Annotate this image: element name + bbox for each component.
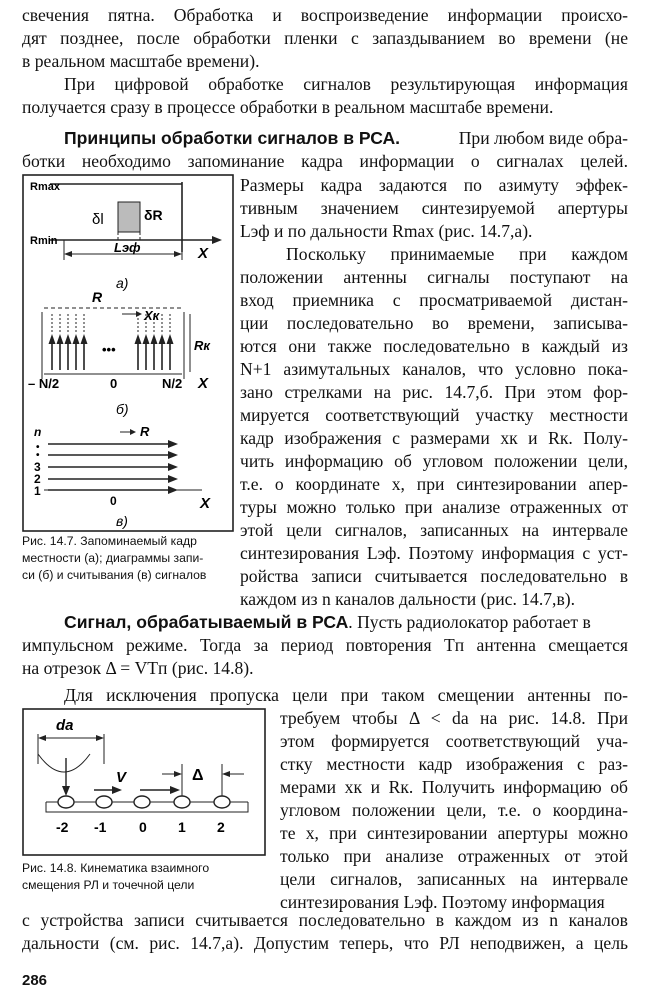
figure-14-8	[22, 708, 266, 858]
text-line: При цифровой обработке сигналов результирующая информация	[64, 74, 628, 94]
text-line: цели сигналов, записанных на интервале	[280, 869, 628, 889]
channel-arrow	[65, 314, 72, 370]
text-line: только при анализе отраженных от этой	[280, 846, 628, 866]
text-line: каждом из n каналов дальности (рис. 14.7,в).	[240, 589, 576, 609]
text-fragment: При любом виде обра-	[458, 128, 628, 148]
n2-label: N/2	[162, 376, 183, 391]
position-label: 2	[217, 819, 225, 835]
text-line: туры можно только при анализе отраженных от	[240, 497, 628, 517]
antenna-position	[58, 796, 74, 808]
section-heading-line	[64, 611, 591, 633]
text-line: этой цели сигналов, записанных на интервале	[240, 520, 628, 540]
channel-arrow	[73, 314, 80, 370]
leff-label: Lэф	[114, 240, 141, 255]
channel-arrow	[159, 314, 166, 370]
text-line: в реальном масштабе времени).	[22, 51, 260, 71]
vdots: •	[36, 442, 40, 453]
figure-14-7b	[28, 289, 211, 417]
antenna-position	[96, 796, 112, 808]
figure-caption: си (б) и считывания (в) сигналов	[22, 568, 207, 582]
figure-caption: местности (а); диаграммы запи-	[22, 551, 204, 565]
antenna-position	[214, 796, 230, 808]
antenna-position	[174, 796, 190, 808]
figure-14-7a	[30, 181, 222, 291]
figure-caption: Рис. 14.7. Запоминаемый кадр	[22, 534, 197, 548]
channel-arrow	[135, 314, 142, 370]
rmax-label: Rmax	[30, 181, 60, 193]
figure-caption: Рис. 14.8. Кинематика взаимного	[22, 861, 210, 875]
text-line: синтезирования Lэф. Поэтому информация с уст-	[240, 543, 628, 563]
position-label: -2	[56, 819, 69, 835]
channel-arrow	[57, 314, 64, 370]
panel-a-label: а)	[116, 275, 129, 291]
zero-label: 0	[110, 376, 118, 391]
text-line: Lэф и по дальности Rmax (рис. 14.7,а).	[240, 221, 533, 241]
section-heading-line	[64, 127, 628, 149]
position-label: 1	[178, 819, 186, 835]
x-axis-label: X	[198, 375, 209, 392]
row-2-label: 2	[34, 472, 41, 486]
text-line: кадр изображения с размерами xк и Rк. Полу-	[240, 428, 628, 448]
text-line: мируется соответствующий участку местности	[240, 405, 628, 425]
text-line: чить информацию об угловом положении цели,	[240, 451, 628, 471]
dl-label: δl	[92, 211, 104, 228]
text-line: положении антенны сигналы поступают на	[240, 267, 628, 287]
text-line: т.е. о координате x, при синтезировании апер-	[240, 474, 628, 494]
dots: •••	[102, 342, 116, 357]
text-line: Поскольку принимаемые при каждом	[286, 244, 628, 264]
row-3-label: 3	[34, 460, 41, 474]
channel-arrow	[167, 314, 174, 370]
text-line: требуем чтобы Δ < dа на рис. 14.8. При	[280, 708, 628, 728]
rk-label: Rк	[194, 338, 210, 353]
xk-label: Xк	[144, 308, 160, 323]
vdots: •	[36, 450, 40, 461]
text-line: с устройства записи считывается последовательно в каждом из n каналов	[22, 910, 628, 930]
range-arrow	[48, 475, 178, 483]
text-line: мерами xк и Rк. Получить информацию об	[280, 777, 628, 797]
text-line: вход приемника с просматриваемой дистан-	[240, 290, 628, 310]
text-line: ются они также последовательно в каждый из	[240, 336, 628, 356]
zero-label: 0	[110, 494, 117, 508]
text-line: стку местности кадр изображения с раз-	[280, 754, 628, 774]
text-line: ройства записи считывается последовательно в	[240, 566, 628, 586]
panel-b-label: б)	[116, 401, 129, 417]
r-label: R	[92, 289, 103, 305]
x-axis-label: X	[198, 245, 209, 262]
range-arrow	[48, 463, 178, 471]
range-arrow	[48, 451, 178, 459]
channel-arrow	[81, 314, 88, 370]
minus-n2-label: – N/2	[28, 376, 60, 391]
n-label: n	[34, 425, 42, 439]
text-line: импульсном режиме. Тогда за период повторения Tп антенна смещается	[22, 635, 628, 655]
text-line: дальности (см. рис. 14.7,а). Допустим теперь, что РЛ неподвижен, а цель	[22, 933, 628, 953]
da-label: dа	[56, 717, 74, 734]
text-line: Размеры кадра задаются по азимуту эффек-	[240, 175, 628, 195]
text-line: свечения пятна. Обработка и воспроизведение информации происхо-	[22, 5, 628, 25]
text-line: ции последовательно во времени, записыва-	[240, 313, 628, 333]
section-heading: Принципы обработки сигналов в РСА.	[64, 128, 401, 148]
channel-arrow	[49, 314, 56, 370]
position-label: -1	[94, 819, 107, 835]
x-axis-label: X	[200, 495, 211, 512]
text-fragment: . Пусть радиолокатор работает в	[348, 612, 591, 632]
text-line: ботки необходимо запоминание кадра информации о сигналах целей.	[22, 151, 628, 171]
antenna-position	[134, 796, 150, 808]
text-line: N+1 азимутальных каналов, что условно пока-	[240, 359, 628, 379]
rmin-label: Rmin	[30, 235, 58, 247]
page-number: 286	[22, 972, 48, 989]
text-line: угловом положении цели, т.е. о координа-	[280, 800, 628, 820]
text-line: синтезирования Lэф. Поэтому информация	[280, 892, 605, 912]
r-label: R	[140, 424, 150, 439]
text-line: те x, при синтезировании апертуры можно	[280, 823, 628, 843]
row-1-label: 1	[34, 484, 41, 498]
figure-14-7c	[34, 424, 211, 529]
section-heading: Сигнал, обрабатываемый в РСА	[64, 612, 349, 632]
v-label: V	[116, 769, 127, 786]
position-label: 0	[139, 819, 147, 835]
panel-c-label: в)	[116, 513, 128, 529]
dr-label: δR	[144, 207, 163, 223]
text-line: тивным значением синтезируемой апертуры	[240, 198, 628, 218]
figure-caption: смещения РЛ и точечной цели	[22, 878, 195, 892]
text-line: на отрезок Δ = VTп (рис. 14.8).	[22, 658, 254, 678]
range-arrow	[48, 440, 178, 448]
text-line: этом формируется соответствующий уча-	[280, 731, 628, 751]
text-line: дят позднее, после обработки пленки с запаздыванием во времени (не	[22, 28, 628, 48]
figure-14-7	[22, 174, 234, 534]
text-line: зано стрелками на рис. 14.7,б. При этом фор-	[240, 382, 628, 402]
delta-label: Δ	[192, 767, 204, 784]
text-line: Для исключения пропуска цели при таком смещении антенны по-	[64, 685, 628, 705]
text-line: получается сразу в процессе обработки в реальном масштабе времени.	[22, 97, 554, 117]
